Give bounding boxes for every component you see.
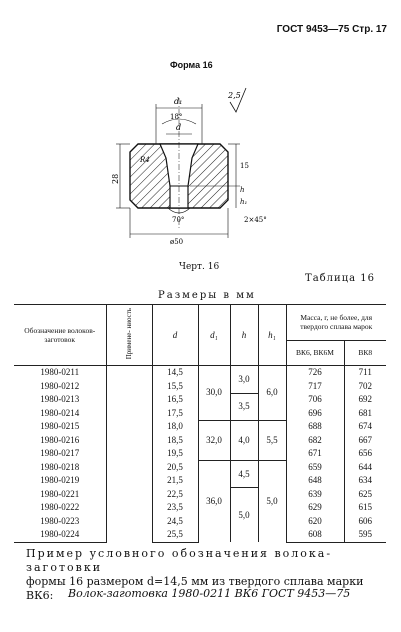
dim-28: 28	[111, 173, 120, 184]
example-designation: Волок-заготовка 1980-0211 ВК6 ГОСТ 9453—75	[68, 587, 351, 600]
table-row: 1980-0223 24,5 620 606	[14, 515, 386, 529]
dim-dia: ø50	[170, 238, 184, 246]
dim-d: d	[176, 123, 182, 132]
form-label: Форма 16	[170, 60, 213, 70]
col-h1: h₁	[258, 305, 286, 366]
dim-h1: h₁	[240, 198, 248, 206]
table-row: 1980-0219 21,5 648 634	[14, 474, 386, 488]
dim-h: h	[240, 186, 245, 194]
dim-r: R4	[140, 156, 150, 164]
dim-d1: d₁	[174, 97, 183, 106]
dim-chamfer: 2×45°	[244, 216, 267, 224]
example-body: формы 16 размером d=14,5 мм из твердого сплава марки ВК6:	[26, 575, 364, 602]
dimensions-table	[14, 304, 386, 543]
col-designation: Обозначение волоков-заготовок	[14, 305, 106, 366]
page-header: ГОСТ 9453—75 Стр. 17	[276, 24, 387, 35]
table-row: 1980-0218 20,5 36,0 4,5 5,0 659 644	[14, 461, 386, 475]
table-row: 1980-0221 22,5 5,0 639 625	[14, 488, 386, 502]
col-h: h	[230, 305, 258, 366]
table-row: 1980-0212 15,5 717 702	[14, 380, 386, 394]
table-title: Размеры в мм	[158, 290, 256, 301]
col-d: d	[152, 305, 198, 366]
figure-caption: Черт. 16	[179, 262, 220, 272]
table-row: 1980-0211 14,5 30,0 3,0 6,0 726 711	[14, 366, 386, 380]
technical-drawing	[110, 78, 280, 258]
dim-15: 15	[240, 162, 249, 170]
table-row: 1980-0214 17,5 696 681	[14, 407, 386, 421]
table-row: 1980-0222 23,5 629 615	[14, 501, 386, 515]
dim-angle-bot: 70°	[172, 216, 185, 224]
table-row: 1980-0215 18,0 32,0 4,0 5,5 688 674	[14, 420, 386, 434]
dim-angle-top: 18°	[170, 113, 183, 121]
col-d1: d₁	[198, 305, 230, 366]
col-vk6: ВК6, ВК6М	[286, 340, 344, 365]
col-mass: Масса, г, не более, для твердого сплава марок	[286, 305, 386, 341]
table-number: Таблица 16	[305, 273, 375, 284]
table-row: 1980-0213 16,5 3,5 706 692	[14, 393, 386, 407]
col-applicability: Примене- ниость	[106, 305, 152, 366]
roughness-value: 2,5	[228, 91, 241, 100]
table-row: 1980-0216 18,5 682 667	[14, 434, 386, 448]
example-lead: Пример условного обозначения волока-заготовки	[26, 547, 333, 574]
table-row: 1980-0224 25,5 608 595	[14, 528, 386, 542]
table-row: 1980-0217 19,5 671 656	[14, 447, 386, 461]
col-vk8: ВК8	[344, 340, 386, 365]
